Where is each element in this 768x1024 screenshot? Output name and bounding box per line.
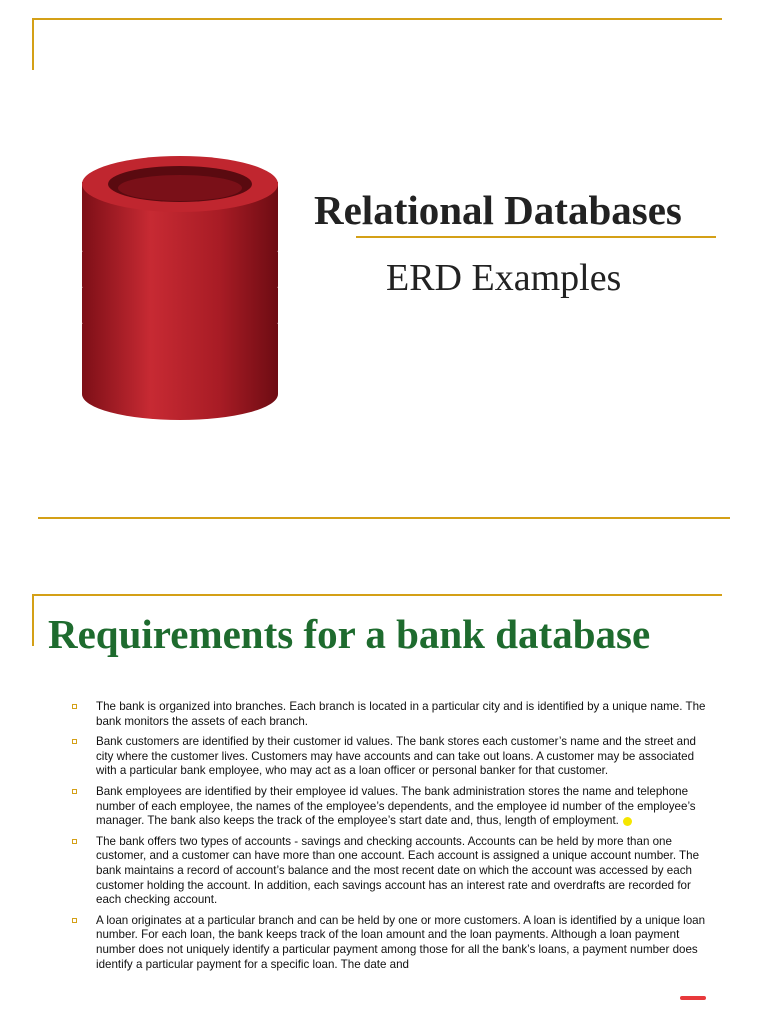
square-bullet-icon: [72, 739, 77, 744]
slide-subtitle: ERD Examples: [386, 257, 622, 299]
bullet-text: The bank offers two types of accounts - savings and checking accounts. Accounts can be held by more than one customer, and a customer can have more than one account. Each account is assigned a unique account number. The bank maintains a record of account’s balance and the most recent date on which the account was accessed by each customer holding the account. In addition, each savings account has an interest rate and overdrafts are recorded for each checking account.: [96, 834, 700, 907]
bullet-text: Bank customers are identified by their customer id values. The bank stores each customer’s name and the street and city where the customer lives. Customers may have accounts and can take out loans. A customer may be associated with a particular bank employee, who may act as a loan officer or personal banker for that customer.: [96, 735, 696, 778]
list-item: [70, 700, 710, 729]
slide-corner-rule-left: [32, 594, 34, 646]
square-bullet-icon: [72, 839, 77, 844]
database-cylinder-icon: [42, 148, 312, 430]
square-bullet-icon: [72, 918, 77, 923]
bullet-text: Bank employees are identified by their employee id values. The bank administration stores the name and telephone number of each employee, the names of the employee’s dependents, and the employee id number of the employee’s manager. The bank also keeps the track of the employee’s start date and, thus, length of employment.: [96, 784, 696, 828]
highlight-dot-icon: [623, 817, 632, 826]
slide-title: Requirements for a bank database: [48, 611, 651, 657]
slide-corner-rule-top: [32, 18, 722, 20]
slide-corner-rule-left: [32, 18, 34, 70]
list-item: [70, 785, 710, 829]
bullet-text: A loan originates at a particular branch and can be held by one or more customers. A loan is identified by a unique loan number. For each loan, the bank keeps track of the loan amount and the loan payments. Although a loan payment number does not uniquely identify a particular payment among those for all the bank’s loans, a payment number does identify a particular payment for a specific loan. The date and: [96, 913, 706, 971]
title-underline: [356, 236, 716, 238]
list-item: [70, 735, 710, 779]
requirements-list: [70, 700, 710, 978]
annotation-mark: [680, 996, 706, 1000]
list-item: [70, 914, 710, 972]
requirements-slide: [0, 580, 768, 1024]
list-item: [70, 835, 710, 908]
slide-bottom-rule: [38, 517, 730, 519]
slide-title: Relational Databases: [314, 187, 682, 233]
square-bullet-icon: [72, 704, 77, 709]
bullet-text: The bank is organized into branches. Each branch is located in a particular city and is identified by a unique name. The bank monitors the assets of each branch.: [96, 700, 706, 728]
slide-corner-rule-top: [32, 594, 722, 596]
square-bullet-icon: [72, 789, 77, 794]
